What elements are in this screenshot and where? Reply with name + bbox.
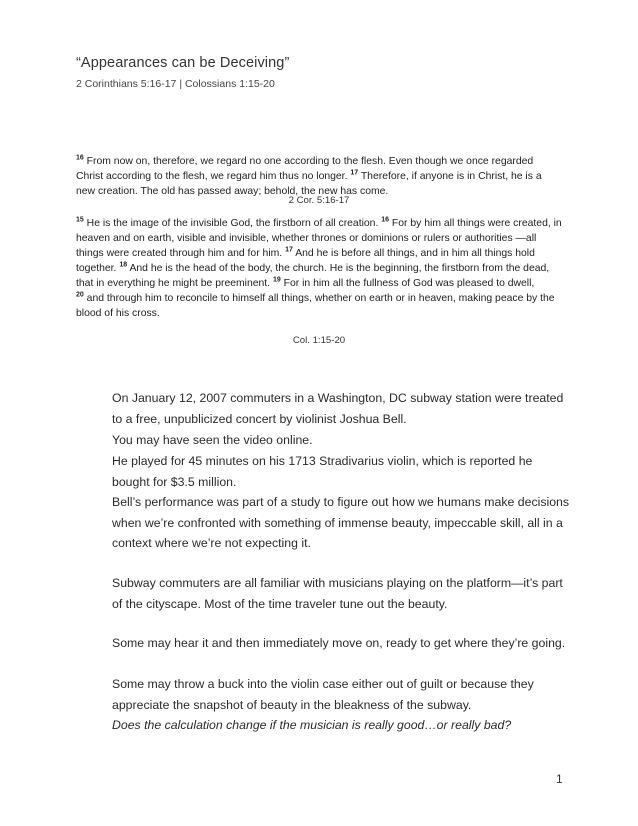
scripture-references: 2 Corinthians 5:16-17 | Colossians 1:15-20 [76, 78, 275, 90]
page-number: 1 [556, 772, 563, 786]
verse-number: 15 [76, 216, 84, 224]
verse-text: From now on, therefore, we regard no one according to the flesh. Even though we once regarded Christ according to the flesh, we regard him thus no longer. [76, 156, 534, 182]
paragraph [76, 492, 570, 554]
paragraph [76, 388, 570, 429]
verse-number: 16 [76, 154, 84, 162]
paragraph-question [76, 715, 570, 736]
paragraph-text: Bell’s performance was part of a study to figure out how we humans make decisions when we’re confronted with something of immense beauty, impeccable skill, all in a context where we’re not expecting it. [112, 495, 570, 550]
paragraph-text: Does the calculation change if the musician is really good…or really bad? [112, 718, 512, 732]
verse-number: 17 [350, 169, 359, 177]
paragraph-text: On January 12, 2007 commuters in a Washington, DC subway station were treated to a free, unpublicized concert by violinist Joshua Bell. [112, 391, 564, 426]
paragraph-text: Subway commuters are all familiar with musicians playing on the platform—it’s part of the cityscape. Most of the time traveler tune out the beauty. [112, 576, 563, 611]
paragraph [76, 573, 570, 614]
paragraph [76, 633, 570, 654]
verse-text: Therefore, if anyone is in Christ, he is a new creation. The old has passed away; behold, the new has come. [76, 171, 542, 197]
paragraph [76, 430, 570, 451]
verse-number: 18 [119, 261, 128, 269]
passage-reference: 2 Cor. 5:16-17 [288, 195, 350, 206]
paragraph-text: You may have seen the video online. [112, 433, 313, 447]
verse-text: He is the image of the invisible God, the firstborn of all creation. [83, 218, 382, 229]
verse-number: 20 [76, 291, 84, 299]
paragraph [76, 674, 570, 715]
paragraph-text: Some may throw a buck into the violin case either out of guilt or because they appreciate the snapshot of beauty in the bleakness of the subway. [112, 677, 534, 712]
verse-text: and through him to reconcile to himself all things, whether on earth or in heaven, making peace by the blood of his cross. [76, 293, 555, 319]
verse-text: For in him all the fullness of God was pleased to dwell, [280, 278, 535, 289]
verse-text: And he is the head of the body, the church. He is the beginning, the firstborn from the dead, that in everything he might be preeminent. [76, 263, 550, 289]
passage-reference: Col. 1:15-20 [292, 335, 346, 346]
paragraph [76, 451, 570, 492]
verse-number: 17 [285, 246, 293, 254]
scripture-passage-2cor [76, 154, 562, 199]
verse-text: And he is before all things, and in him all things hold together. [76, 248, 535, 274]
verse-text: For by him all things were created, in heaven and on earth, visible and invisible, whether thrones or dominions or rulers or authorities —all things were created through him and for him. [76, 218, 562, 259]
sermon-title: “Appearances can be Deceiving” [76, 55, 290, 71]
scripture-passage-col [76, 216, 562, 321]
paragraph-text: Some may hear it and then immediately move on, ready to get where they’re going. [112, 636, 566, 650]
paragraph-text: He played for 45 minutes on his 1713 Stradivarius violin, which is reported he bought for $3.5 million. [112, 454, 533, 489]
verse-number: 16 [381, 216, 390, 224]
verse-number: 19 [272, 276, 281, 284]
